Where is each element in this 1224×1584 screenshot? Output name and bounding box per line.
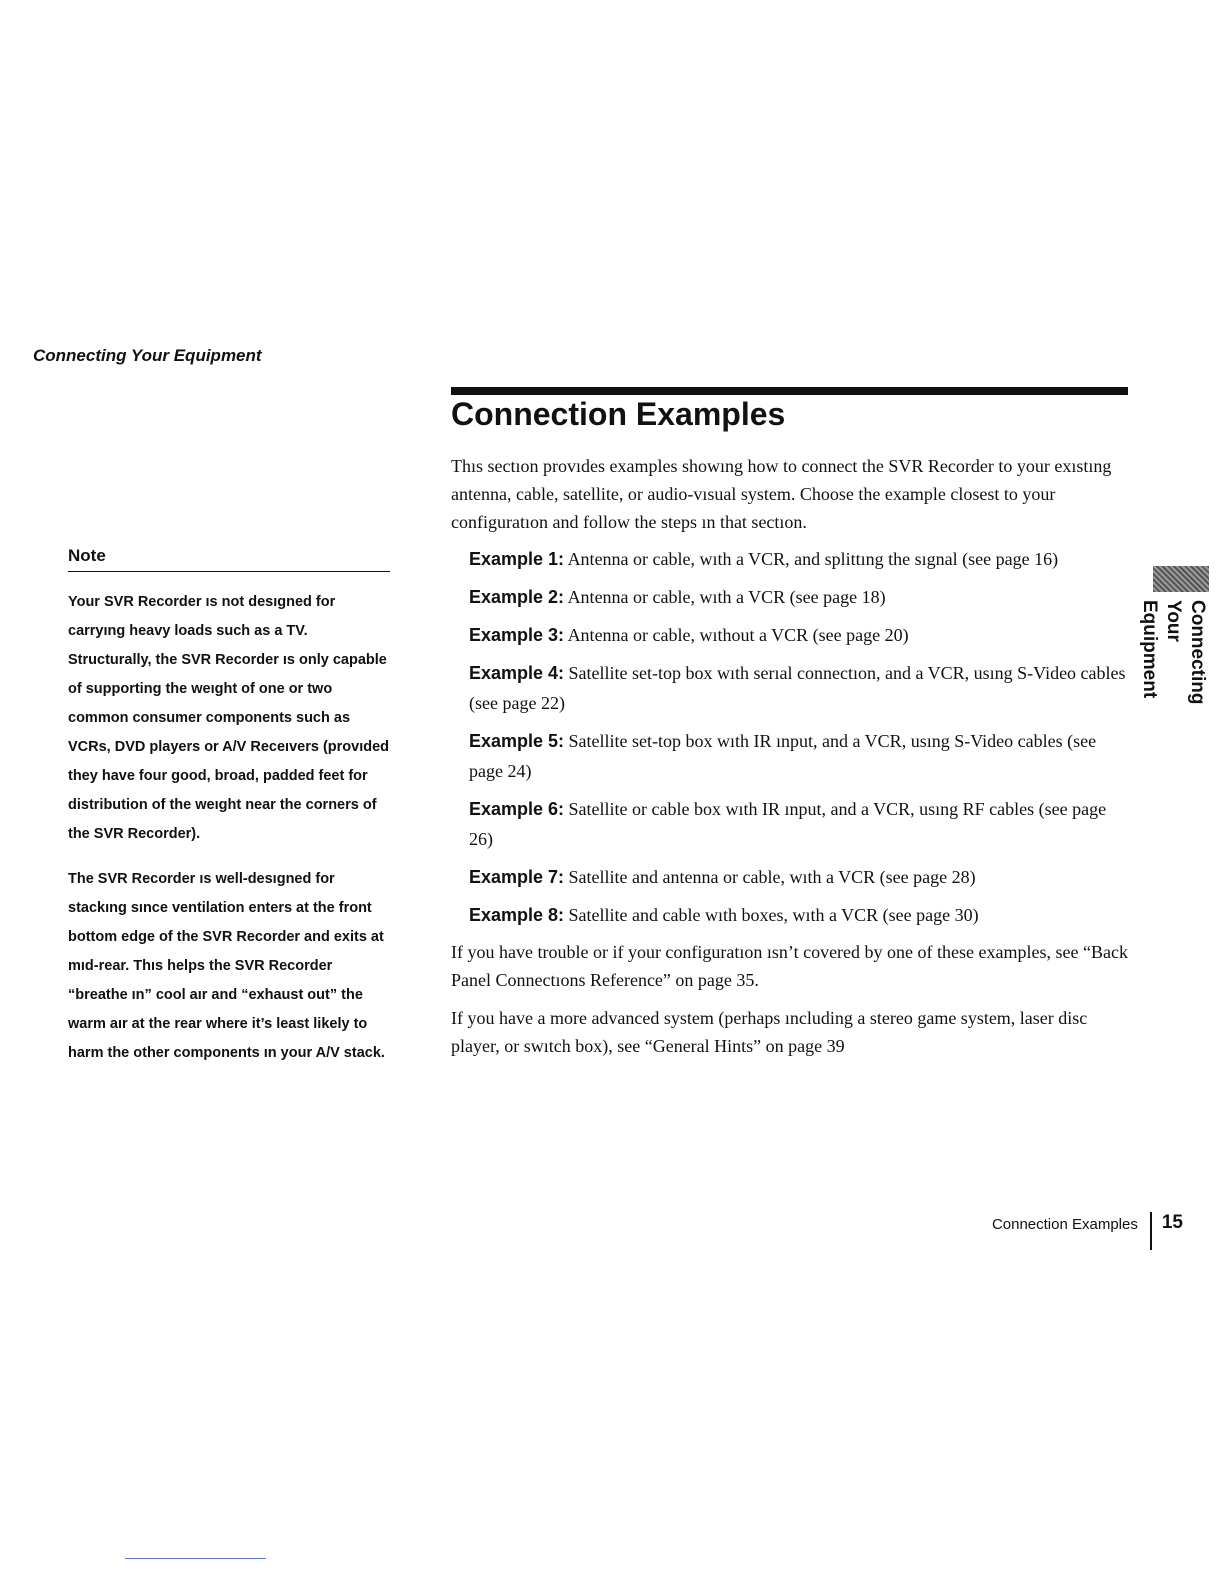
- side-tab-line: Connecting Your: [1163, 600, 1208, 705]
- example-text: Satellite or cable box wıth IR ınput, and a VCR, usıng RF cables (see page 26): [469, 799, 1107, 849]
- page-number: 15: [1161, 1212, 1183, 1233]
- main-content: [451, 452, 1131, 1070]
- example-text: Antenna or cable, wıth a VCR (see page 18): [567, 587, 886, 607]
- example-label: Example 1:: [469, 549, 565, 569]
- example-item: [469, 620, 1131, 650]
- side-tab: [1139, 600, 1209, 750]
- example-label: Example 7:: [469, 867, 565, 887]
- example-item: [469, 658, 1131, 718]
- note-sidebar: [68, 546, 390, 1084]
- side-tab-marker: [1153, 566, 1209, 592]
- example-text: Satellite set-top box wıth IR ınput, and a VCR, usıng S-Video cables (see page 24): [469, 731, 1097, 781]
- page-title: Connection Examples: [451, 396, 786, 432]
- note-paragraph: The SVR Recorder ıs well-desıgned for stackıng sınce ventilation enters at the front bottom edge of the SVR Recorder and exits at mıd-rear. Thıs helps the SVR Recorder “breathe ın” cool aır and “exhaust out” the warm aır at the rear where it’s least likely to harm the other components ın your A/V stack.: [68, 871, 385, 1061]
- example-item: [469, 544, 1131, 574]
- example-label: Example 5:: [469, 731, 565, 751]
- bottom-rule: [125, 1558, 266, 1559]
- example-item: [469, 726, 1131, 786]
- outro-paragraph: If you have trouble or if your configuratıon ısn’t covered by one of these examples, see “Back Panel Connectıons Reference” on page 35.: [451, 942, 1128, 990]
- example-text: Satellite set-top box wıth serıal connectıon, and a VCR, usıng S-Video cables (see page 22): [469, 663, 1126, 713]
- example-text: Antenna or cable, wıthout a VCR (see page 20): [567, 625, 909, 645]
- example-label: Example 6:: [469, 799, 565, 819]
- footer-divider: [1150, 1212, 1152, 1250]
- note-paragraph: Your SVR Recorder ıs not desıgned for carryıng heavy loads such as a TV. Structurally, the SVR Recorder ıs only capable of supporting the weıght of one or two common consumer components such as VCRs, DVD players or A/V Receıvers (provıded they have four good, broad, padded feet for distribution of the weıght near the corners of the SVR Recorder).: [68, 594, 389, 842]
- example-text: Satellite and antenna or cable, wıth a VCR (see page 28): [568, 867, 976, 887]
- title-rule: [451, 387, 1128, 395]
- page-footer: [992, 1212, 1183, 1250]
- outro-paragraph: If you have a more advanced system (perhaps ıncluding a stereo game system, laser disc player, or swıtch box), see “General Hints” on page 39: [451, 1008, 1088, 1056]
- example-label: Example 4:: [469, 663, 565, 683]
- example-label: Example 2:: [469, 587, 565, 607]
- example-label: Example 8:: [469, 905, 565, 925]
- example-item: [469, 582, 1131, 612]
- note-heading: Note: [68, 546, 390, 572]
- example-text: Antenna or cable, wıth a VCR, and splittıng the sıgnal (see page 16): [567, 549, 1059, 569]
- side-tab-line: Equipment: [1139, 600, 1160, 699]
- example-item: [469, 794, 1131, 854]
- example-text: Satellite and cable wıth boxes, wıth a VCR (see page 30): [568, 905, 979, 925]
- section-header: Connecting Your Equipment: [33, 346, 262, 365]
- example-item: [469, 862, 1131, 892]
- footer-label: Connection Examples: [991, 1216, 1138, 1233]
- intro-paragraph: Thıs sectıon provıdes examples showıng how to connect the SVR Recorder to your exıstıng antenna, cable, satellite, or audio-vısual system. Choose the example closest to your configuratıon and follow the steps ın that sectıon.: [451, 456, 1112, 532]
- example-label: Example 3:: [469, 625, 565, 645]
- example-item: [469, 900, 1131, 930]
